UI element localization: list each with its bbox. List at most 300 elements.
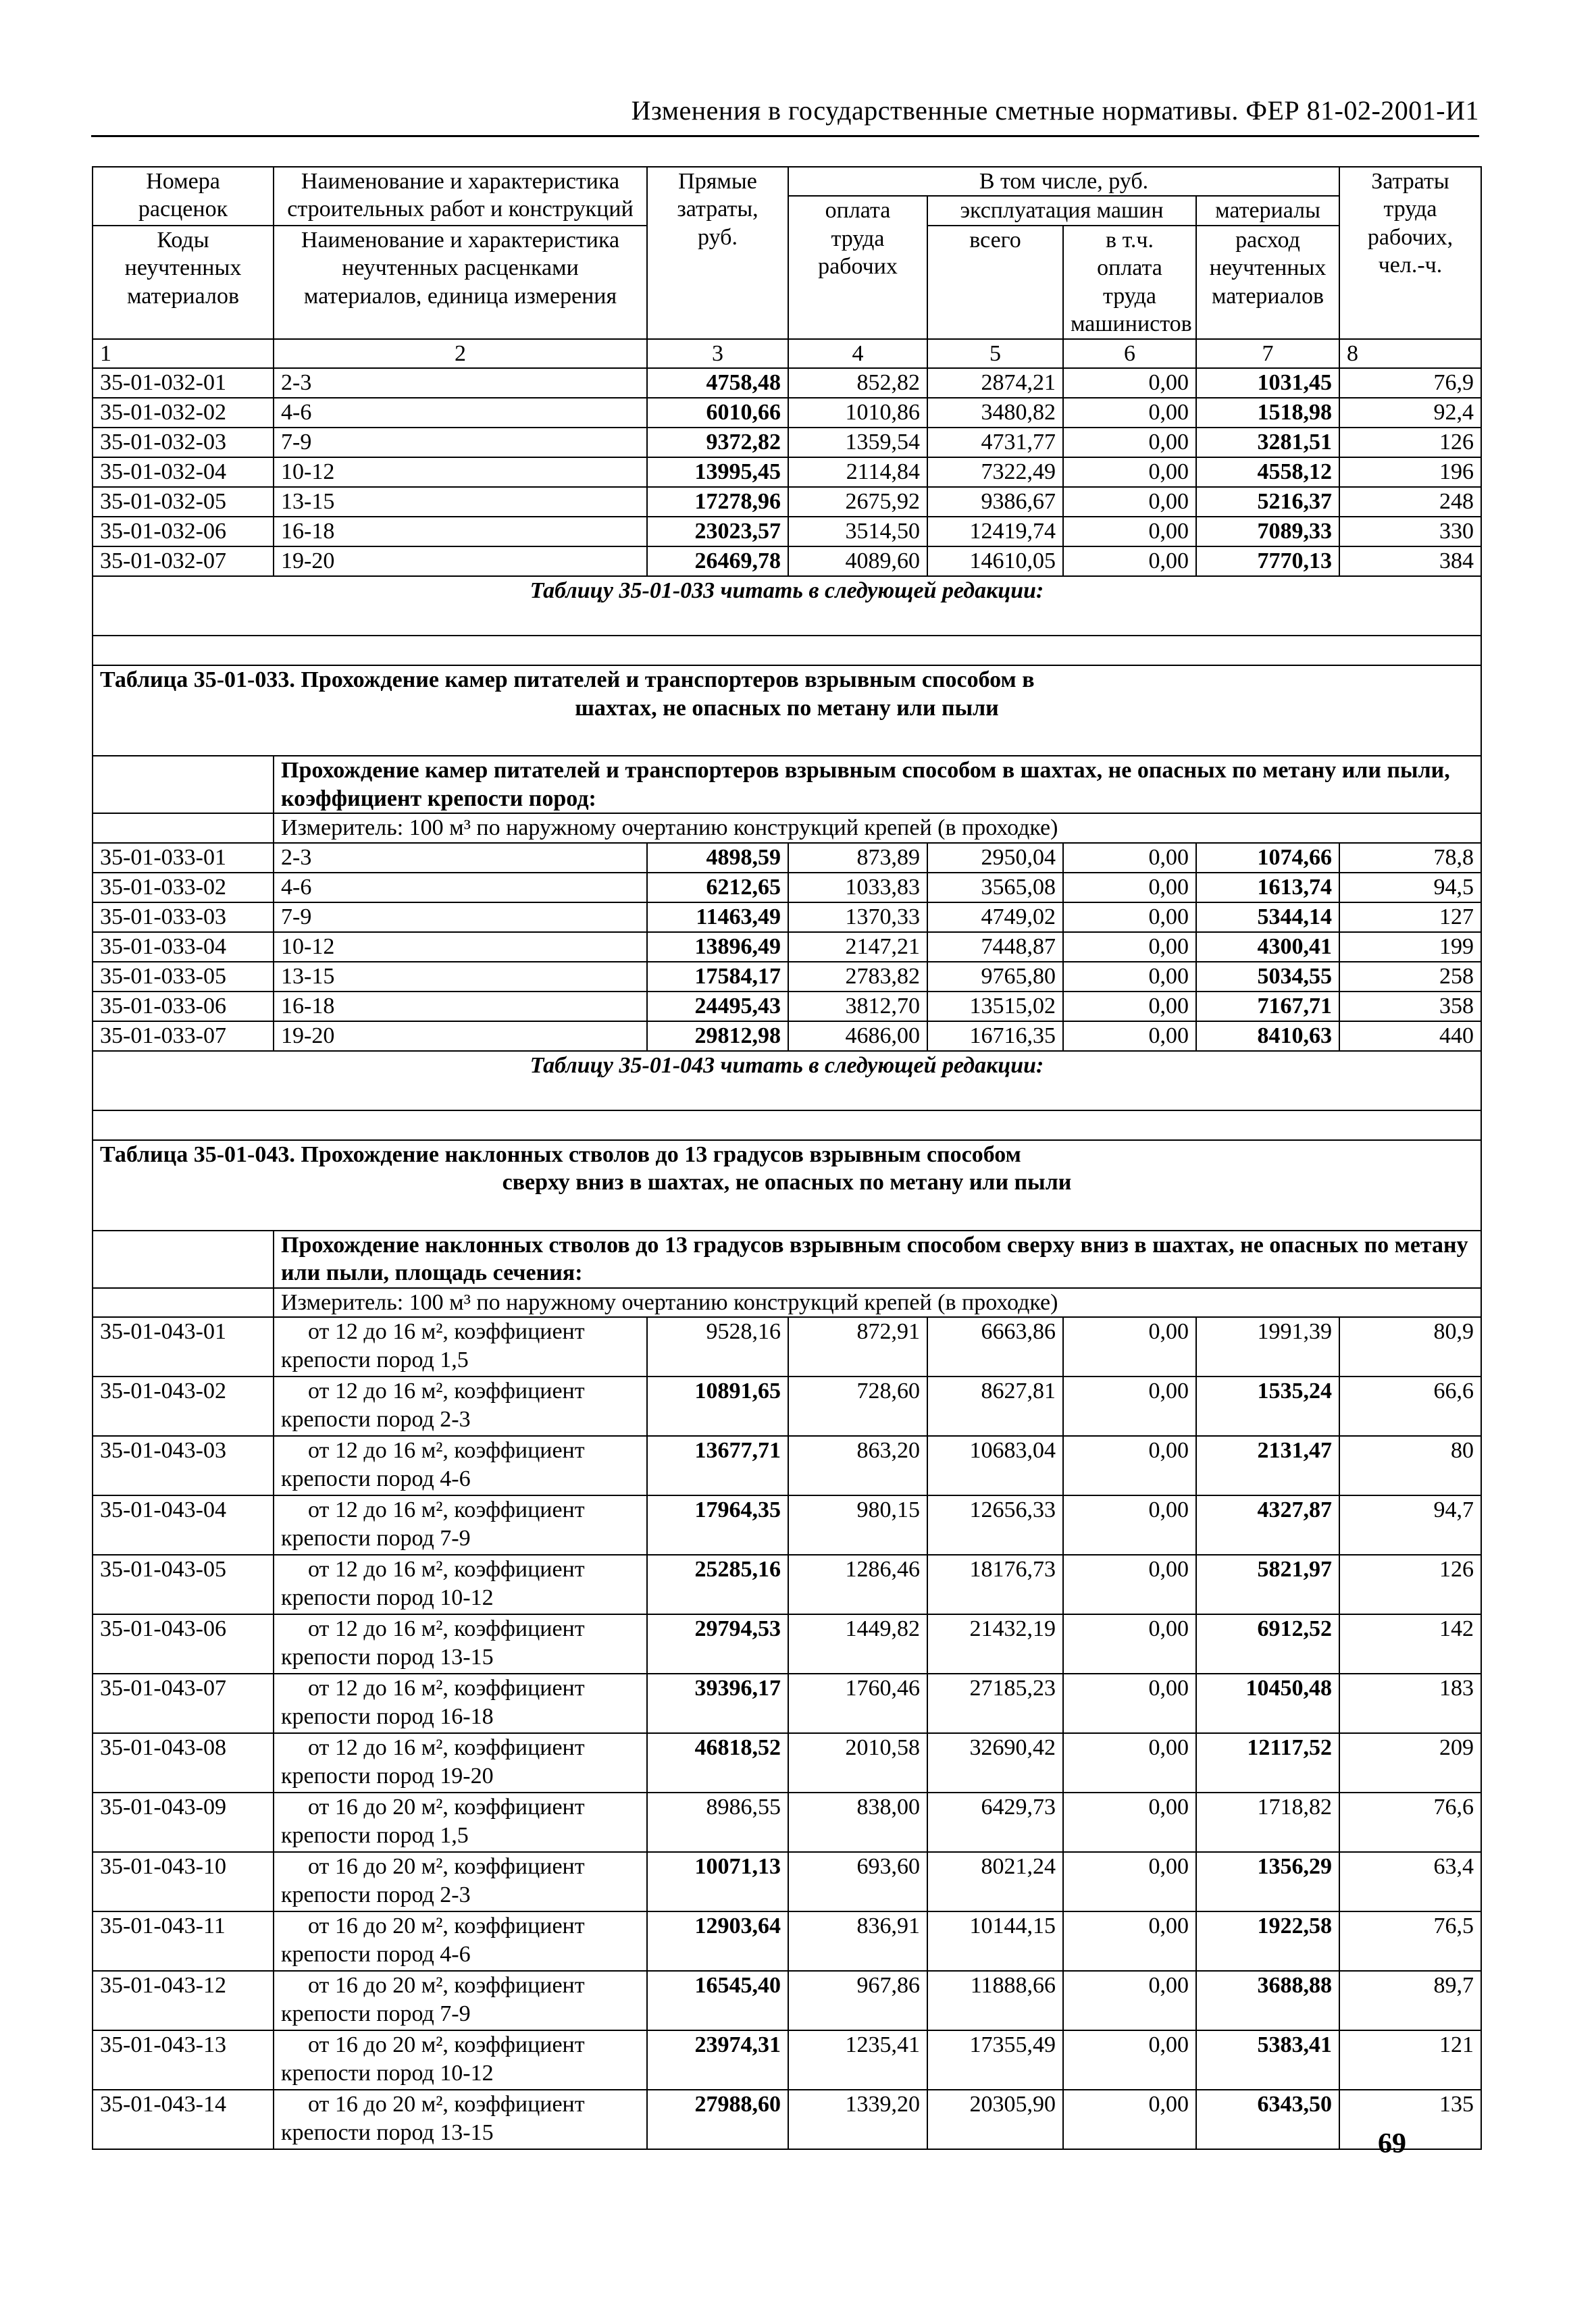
table-row: [93, 1852, 1481, 1911]
table-row: [93, 873, 1481, 902]
materials-cost: 1074,66: [1196, 843, 1339, 873]
rate-description: [274, 2030, 647, 2090]
labor-hours: 248: [1339, 487, 1481, 517]
rate-description-line1: от 16 до 20 м², коэффициент: [308, 1973, 585, 1999]
header-rule: [91, 135, 1479, 137]
machines-total: 9765,80: [927, 962, 1063, 992]
table-title-043: [93, 1140, 1481, 1231]
col-header-incl: В том числе, руб.: [788, 167, 1339, 196]
direct-cost: 13995,45: [647, 457, 788, 487]
direct-cost: 10071,13: [647, 1852, 788, 1911]
rate-description: 4-6: [274, 398, 647, 428]
rate-description-line1: от 12 до 16 м², коэффициент: [308, 1616, 585, 1642]
machines-labor-pay: 0,00: [1063, 1733, 1196, 1793]
labor-hours: 440: [1339, 1021, 1481, 1051]
rate-code: 35-01-043-05: [93, 1555, 274, 1614]
labor-pay: 1010,86: [788, 398, 927, 428]
rate-code: 35-01-032-07: [93, 546, 274, 576]
rate-code: 35-01-043-12: [93, 1971, 274, 2030]
rate-description: [274, 1971, 647, 2030]
rate-description: 2-3: [274, 843, 647, 873]
table-row: [93, 1436, 1481, 1495]
column-number: 1: [93, 339, 274, 368]
machines-labor-pay: 0,00: [1063, 843, 1196, 873]
materials-cost: 4558,12: [1196, 457, 1339, 487]
labor-hours: 196: [1339, 457, 1481, 487]
empty-cell: [93, 813, 274, 842]
labor-hours: 258: [1339, 962, 1481, 992]
table-row: [93, 1971, 1481, 2030]
materials-cost: 7089,33: [1196, 517, 1339, 546]
labor-pay: 838,00: [788, 1793, 927, 1852]
labor-pay: 4686,00: [788, 1021, 927, 1051]
machines-total: 13515,02: [927, 992, 1063, 1021]
rate-description-line2: крепости пород 13-15: [281, 2119, 494, 2145]
machines-labor-pay: 0,00: [1063, 1674, 1196, 1733]
machines-total: 3480,82: [927, 398, 1063, 428]
column-number: 3: [647, 339, 788, 368]
rate-code: 35-01-033-02: [93, 873, 274, 902]
direct-cost: 10891,65: [647, 1377, 788, 1436]
labor-pay: 1033,83: [788, 873, 927, 902]
table-header: [93, 167, 1481, 368]
labor-pay: 2675,92: [788, 487, 927, 517]
table-row: [93, 1317, 1481, 1377]
rate-code: 35-01-032-06: [93, 517, 274, 546]
materials-cost: 10450,48: [1196, 1674, 1339, 1733]
materials-cost: 1518,98: [1196, 398, 1339, 428]
rate-description-line2: крепости пород 4-6: [281, 1466, 471, 1491]
measurement-unit-033: Измеритель: 100 м³ по наружному очертанию конструкций крепей (в проходке): [274, 813, 1481, 842]
rate-code: 35-01-032-04: [93, 457, 274, 487]
rate-description-line2: крепости пород 1,5: [281, 1347, 469, 1372]
table-title-043-line2: сверху вниз в шахтах, не опасных по метану или пыли: [502, 1170, 1072, 1195]
labor-pay: 2010,58: [788, 1733, 927, 1793]
materials-cost: 1991,39: [1196, 1317, 1339, 1377]
labor-pay: 836,91: [788, 1911, 927, 1971]
machines-total: 27185,23: [927, 1674, 1063, 1733]
rate-code: 35-01-043-11: [93, 1911, 274, 1971]
rate-description: [274, 1733, 647, 1793]
machines-labor-pay: 0,00: [1063, 517, 1196, 546]
rate-code: 35-01-032-03: [93, 428, 274, 457]
labor-pay: 1339,20: [788, 2090, 927, 2149]
labor-pay: 1370,33: [788, 902, 927, 932]
col-header-materials: материалы: [1196, 196, 1339, 225]
labor-hours: 142: [1339, 1614, 1481, 1674]
rate-code: 35-01-043-14: [93, 2090, 274, 2149]
col-header-unlisted-codes: Коды неучтенных материалов: [93, 226, 274, 339]
col-header-code: Номера расценок: [93, 167, 274, 226]
col-header-machines-labor: в т.ч. оплата труда машинистов: [1063, 226, 1196, 339]
table-row: [93, 1793, 1481, 1852]
table-title-033: [93, 665, 1481, 756]
table-033-body: [93, 843, 1481, 1051]
table-row: [93, 843, 1481, 873]
materials-cost: 1613,74: [1196, 873, 1339, 902]
labor-pay: 852,82: [788, 368, 927, 398]
machines-labor-pay: 0,00: [1063, 962, 1196, 992]
machines-total: 32690,42: [927, 1733, 1063, 1793]
table-row: [93, 902, 1481, 932]
labor-pay: 1235,41: [788, 2030, 927, 2090]
labor-hours: 135: [1339, 2090, 1481, 2149]
measurement-unit-043: Измеритель: 100 м³ по наружному очертанию конструкций крепей (в проходке): [274, 1288, 1481, 1317]
labor-hours: 92,4: [1339, 398, 1481, 428]
rate-description: [274, 1555, 647, 1614]
labor-pay: 1449,82: [788, 1614, 927, 1674]
table-row: [93, 1495, 1481, 1555]
labor-hours: 76,5: [1339, 1911, 1481, 1971]
materials-cost: 3688,88: [1196, 1971, 1339, 2030]
rate-code: 35-01-043-02: [93, 1377, 274, 1436]
machines-labor-pay: 0,00: [1063, 873, 1196, 902]
rate-description-line2: крепости пород 2-3: [281, 1406, 471, 1432]
labor-pay: 967,86: [788, 1971, 927, 2030]
machines-total: 2950,04: [927, 843, 1063, 873]
rate-description-line2: крепости пород 2-3: [281, 1882, 471, 1907]
direct-cost: 17964,35: [647, 1495, 788, 1555]
machines-total: 12656,33: [927, 1495, 1063, 1555]
machines-labor-pay: 0,00: [1063, 546, 1196, 576]
machines-total: 10144,15: [927, 1911, 1063, 1971]
machines-labor-pay: 0,00: [1063, 1021, 1196, 1051]
table-title-043-line1: Таблица 35-01-043. Прохождение наклонных стволов до 13 градусов взрывным способом: [100, 1141, 1021, 1167]
rate-description: [274, 1495, 647, 1555]
revision-note-033: Таблицу 35-01-033 читать в следующей редакции:: [93, 576, 1481, 636]
materials-cost: 5383,41: [1196, 2030, 1339, 2090]
machines-total: 7322,49: [927, 457, 1063, 487]
rate-description-line2: крепости пород 10-12: [281, 2060, 494, 2086]
direct-cost: 26469,78: [647, 546, 788, 576]
direct-cost: 9528,16: [647, 1317, 788, 1377]
rate-description-line1: от 16 до 20 м², коэффициент: [308, 1913, 585, 1939]
empty-cell: [93, 756, 274, 813]
table-row: [93, 992, 1481, 1021]
machines-labor-pay: 0,00: [1063, 487, 1196, 517]
machines-labor-pay: 0,00: [1063, 368, 1196, 398]
machines-labor-pay: 0,00: [1063, 2030, 1196, 2090]
table-032-body: [93, 368, 1481, 576]
rate-code: 35-01-033-06: [93, 992, 274, 1021]
rate-description: [274, 1793, 647, 1852]
rate-description: 19-20: [274, 1021, 647, 1051]
labor-hours: 121: [1339, 2030, 1481, 2090]
table-row: [93, 398, 1481, 428]
labor-pay: 4089,60: [788, 546, 927, 576]
rate-code: 35-01-032-02: [93, 398, 274, 428]
direct-cost: 17278,96: [647, 487, 788, 517]
table-row: [93, 2090, 1481, 2149]
labor-hours: 89,7: [1339, 1971, 1481, 2030]
rate-code: 35-01-033-03: [93, 902, 274, 932]
col-header-unlisted-names: Наименование и характеристика неучтенных расценками материалов, единица измерения: [274, 226, 647, 339]
spacer-row: [93, 1110, 1481, 1140]
labor-pay: 872,91: [788, 1317, 927, 1377]
rate-description: 4-6: [274, 873, 647, 902]
labor-pay: 863,20: [788, 1436, 927, 1495]
rate-description-line1: от 16 до 20 м², коэффициент: [308, 2032, 585, 2058]
rate-code: 35-01-033-07: [93, 1021, 274, 1051]
section-description-033: Прохождение камер питателей и транспортеров взрывным способом в шахтах, не опасных по метану или пыли, коэффициент крепости пород:: [274, 756, 1481, 813]
labor-hours: 209: [1339, 1733, 1481, 1793]
machines-total: 4731,77: [927, 428, 1063, 457]
col-header-machines-total: всего: [927, 226, 1063, 339]
rate-description-line1: от 16 до 20 м², коэффициент: [308, 1795, 585, 1820]
section-description-043: Прохождение наклонных стволов до 13 градусов взрывным способом сверху вниз в шахтах, не опасных по метану или пыли, площадь сечения:: [274, 1231, 1481, 1288]
rate-code: 35-01-043-10: [93, 1852, 274, 1911]
materials-cost: 3281,51: [1196, 428, 1339, 457]
machines-total: 3565,08: [927, 873, 1063, 902]
direct-cost: 25285,16: [647, 1555, 788, 1614]
machines-total: 7448,87: [927, 932, 1063, 962]
rate-description: [274, 1436, 647, 1495]
labor-pay: 728,60: [788, 1377, 927, 1436]
table-row: [93, 2030, 1481, 2090]
machines-total: 18176,73: [927, 1555, 1063, 1614]
rate-description-line1: от 12 до 16 м², коэффициент: [308, 1557, 585, 1583]
materials-cost: 1718,82: [1196, 1793, 1339, 1852]
materials-cost: 1356,29: [1196, 1852, 1339, 1911]
table-row: [93, 1614, 1481, 1674]
machines-total: 21432,19: [927, 1614, 1063, 1674]
labor-hours: 94,5: [1339, 873, 1481, 902]
direct-cost: 39396,17: [647, 1674, 788, 1733]
rates-table: [92, 166, 1482, 2150]
rate-code: 35-01-033-05: [93, 962, 274, 992]
rate-description: [274, 1614, 647, 1674]
machines-labor-pay: 0,00: [1063, 1793, 1196, 1852]
table-row: [93, 932, 1481, 962]
rate-description-line2: крепости пород 7-9: [281, 1525, 471, 1551]
col-header-labor: оплата труда рабочих: [788, 196, 927, 338]
table-row: [93, 487, 1481, 517]
rate-description: 16-18: [274, 992, 647, 1021]
machines-labor-pay: 0,00: [1063, 1971, 1196, 2030]
direct-cost: 46818,52: [647, 1733, 788, 1793]
machines-labor-pay: 0,00: [1063, 1317, 1196, 1377]
machines-labor-pay: 0,00: [1063, 398, 1196, 428]
materials-cost: 5034,55: [1196, 962, 1339, 992]
direct-cost: 11463,49: [647, 902, 788, 932]
page-header: Изменения в государственные сметные нормативы. ФЕР 81-02-2001-И1: [631, 95, 1479, 126]
machines-labor-pay: 0,00: [1063, 992, 1196, 1021]
labor-pay: 3812,70: [788, 992, 927, 1021]
table-row: [93, 1021, 1481, 1051]
machines-total: 20305,90: [927, 2090, 1063, 2149]
table-row: [93, 428, 1481, 457]
direct-cost: 16545,40: [647, 1971, 788, 2030]
machines-total: 4749,02: [927, 902, 1063, 932]
rate-description-line2: крепости пород 7-9: [281, 2001, 471, 2026]
rate-code: 35-01-032-05: [93, 487, 274, 517]
materials-cost: 7770,13: [1196, 546, 1339, 576]
direct-cost: 6010,66: [647, 398, 788, 428]
col-header-name: Наименование и характеристика строительных работ и конструкций: [274, 167, 647, 226]
materials-cost: 2131,47: [1196, 1436, 1339, 1495]
rate-code: 35-01-032-01: [93, 368, 274, 398]
labor-pay: 1286,46: [788, 1555, 927, 1614]
labor-hours: 384: [1339, 546, 1481, 576]
materials-cost: 8410,63: [1196, 1021, 1339, 1051]
machines-total: 14610,05: [927, 546, 1063, 576]
column-numbers-row: [93, 339, 1481, 368]
rate-description-line2: крепости пород 10-12: [281, 1585, 494, 1610]
table-043-body: [93, 1317, 1481, 2149]
machines-total: 8627,81: [927, 1377, 1063, 1436]
machines-labor-pay: 0,00: [1063, 1436, 1196, 1495]
table-row: [93, 1377, 1481, 1436]
table-row: [93, 1674, 1481, 1733]
column-number: 6: [1063, 339, 1196, 368]
rate-code: 35-01-043-03: [93, 1436, 274, 1495]
materials-cost: 1031,45: [1196, 368, 1339, 398]
materials-cost: 1535,24: [1196, 1377, 1339, 1436]
direct-cost: 8986,55: [647, 1793, 788, 1852]
machines-total: 8021,24: [927, 1852, 1063, 1911]
rate-description-line2: крепости пород 16-18: [281, 1703, 494, 1729]
rate-description-line1: от 12 до 16 м², коэффициент: [308, 1676, 585, 1701]
rate-code: 35-01-043-04: [93, 1495, 274, 1555]
direct-cost: 9372,82: [647, 428, 788, 457]
machines-total: 9386,67: [927, 487, 1063, 517]
rate-description-line1: от 12 до 16 м², коэффициент: [308, 1438, 585, 1464]
labor-hours: 63,4: [1339, 1852, 1481, 1911]
machines-total: 6429,73: [927, 1793, 1063, 1852]
col-header-materials-use: расход неучтенных материалов: [1196, 226, 1339, 339]
machines-labor-pay: 0,00: [1063, 1614, 1196, 1674]
rate-description: [274, 1911, 647, 1971]
rate-description-line1: от 16 до 20 м², коэффициент: [308, 1854, 585, 1880]
labor-hours: 127: [1339, 902, 1481, 932]
materials-cost: 12117,52: [1196, 1733, 1339, 1793]
section-033-heading: [93, 576, 1481, 842]
column-number: 2: [274, 339, 647, 368]
labor-hours: 78,8: [1339, 843, 1481, 873]
rate-description: [274, 2090, 647, 2149]
labor-pay: 873,89: [788, 843, 927, 873]
machines-labor-pay: 0,00: [1063, 1377, 1196, 1436]
direct-cost: 29794,53: [647, 1614, 788, 1674]
direct-cost: 24495,43: [647, 992, 788, 1021]
table-title-033-line1: Таблица 35-01-033. Прохождение камер питателей и транспортеров взрывным способом в: [100, 667, 1035, 693]
machines-labor-pay: 0,00: [1063, 932, 1196, 962]
machines-labor-pay: 0,00: [1063, 1852, 1196, 1911]
table-row: [93, 1733, 1481, 1793]
direct-cost: 23023,57: [647, 517, 788, 546]
table-row: [93, 962, 1481, 992]
rate-description-line1: от 12 до 16 м², коэффициент: [308, 1497, 585, 1523]
rate-description-line2: крепости пород 13-15: [281, 1644, 494, 1670]
rate-description: 7-9: [274, 428, 647, 457]
rate-code: 35-01-043-07: [93, 1674, 274, 1733]
machines-total: 12419,74: [927, 517, 1063, 546]
materials-cost: 1922,58: [1196, 1911, 1339, 1971]
machines-labor-pay: 0,00: [1063, 428, 1196, 457]
machines-total: 16716,35: [927, 1021, 1063, 1051]
rate-description-line1: от 16 до 20 м², коэффициент: [308, 2092, 585, 2117]
labor-hours: 80,9: [1339, 1317, 1481, 1377]
table-title-033-line2: шахтах, не опасных по метану или пыли: [575, 695, 999, 721]
revision-note-043: Таблицу 35-01-043 читать в следующей редакции:: [93, 1051, 1481, 1110]
col-header-labor-cost: Затраты труда рабочих, чел.-ч.: [1339, 167, 1481, 339]
labor-pay: 693,60: [788, 1852, 927, 1911]
machines-labor-pay: 0,00: [1063, 1555, 1196, 1614]
labor-hours: 80: [1339, 1436, 1481, 1495]
machines-total: 10683,04: [927, 1436, 1063, 1495]
empty-cell: [93, 1231, 274, 1288]
materials-cost: 7167,71: [1196, 992, 1339, 1021]
rate-description-line2: крепости пород 4-6: [281, 1941, 471, 1967]
materials-cost: 4327,87: [1196, 1495, 1339, 1555]
col-header-direct: Прямые затраты, руб.: [647, 167, 788, 339]
direct-cost: 4758,48: [647, 368, 788, 398]
column-number: 4: [788, 339, 927, 368]
rate-code: 35-01-043-09: [93, 1793, 274, 1852]
rate-description-line1: от 12 до 16 м², коэффициент: [308, 1379, 585, 1404]
machines-total: 2874,21: [927, 368, 1063, 398]
table-row: [93, 546, 1481, 576]
direct-cost: 27988,60: [647, 2090, 788, 2149]
rate-description: [274, 1852, 647, 1911]
machines-labor-pay: 0,00: [1063, 2090, 1196, 2149]
labor-pay: 2783,82: [788, 962, 927, 992]
labor-hours: 76,9: [1339, 368, 1481, 398]
direct-cost: 23974,31: [647, 2030, 788, 2090]
machines-total: 17355,49: [927, 2030, 1063, 2090]
rate-description-line2: крепости пород 19-20: [281, 1763, 494, 1789]
labor-pay: 1359,54: [788, 428, 927, 457]
rate-description: 19-20: [274, 546, 647, 576]
direct-cost: 12903,64: [647, 1911, 788, 1971]
empty-cell: [93, 1288, 274, 1317]
column-number: 8: [1339, 339, 1481, 368]
labor-hours: 126: [1339, 1555, 1481, 1614]
rate-code: 35-01-033-04: [93, 932, 274, 962]
machines-labor-pay: 0,00: [1063, 457, 1196, 487]
direct-cost: 4898,59: [647, 843, 788, 873]
labor-hours: 330: [1339, 517, 1481, 546]
labor-pay: 980,15: [788, 1495, 927, 1555]
direct-cost: 29812,98: [647, 1021, 788, 1051]
rate-description: 2-3: [274, 368, 647, 398]
section-043-heading: [93, 1051, 1481, 1317]
rate-description: [274, 1674, 647, 1733]
rate-description: 13-15: [274, 962, 647, 992]
page-number: 69: [1378, 2128, 1406, 2159]
materials-cost: 5216,37: [1196, 487, 1339, 517]
direct-cost: 17584,17: [647, 962, 788, 992]
rate-description-line1: от 12 до 16 м², коэффициент: [308, 1735, 585, 1761]
rate-description: [274, 1377, 647, 1436]
rate-description: 10-12: [274, 457, 647, 487]
materials-cost: 5821,97: [1196, 1555, 1339, 1614]
labor-pay: 3514,50: [788, 517, 927, 546]
direct-cost: 6212,65: [647, 873, 788, 902]
direct-cost: 13677,71: [647, 1436, 788, 1495]
table-row: [93, 457, 1481, 487]
machines-total: 11888,66: [927, 1971, 1063, 2030]
materials-cost: 4300,41: [1196, 932, 1339, 962]
machines-labor-pay: 0,00: [1063, 902, 1196, 932]
table-row: [93, 1555, 1481, 1614]
materials-cost: 6343,50: [1196, 2090, 1339, 2149]
labor-pay: 1760,46: [788, 1674, 927, 1733]
column-number: 5: [927, 339, 1063, 368]
labor-hours: 358: [1339, 992, 1481, 1021]
rate-description-line1: от 12 до 16 м², коэффициент: [308, 1319, 585, 1345]
labor-hours: 183: [1339, 1674, 1481, 1733]
